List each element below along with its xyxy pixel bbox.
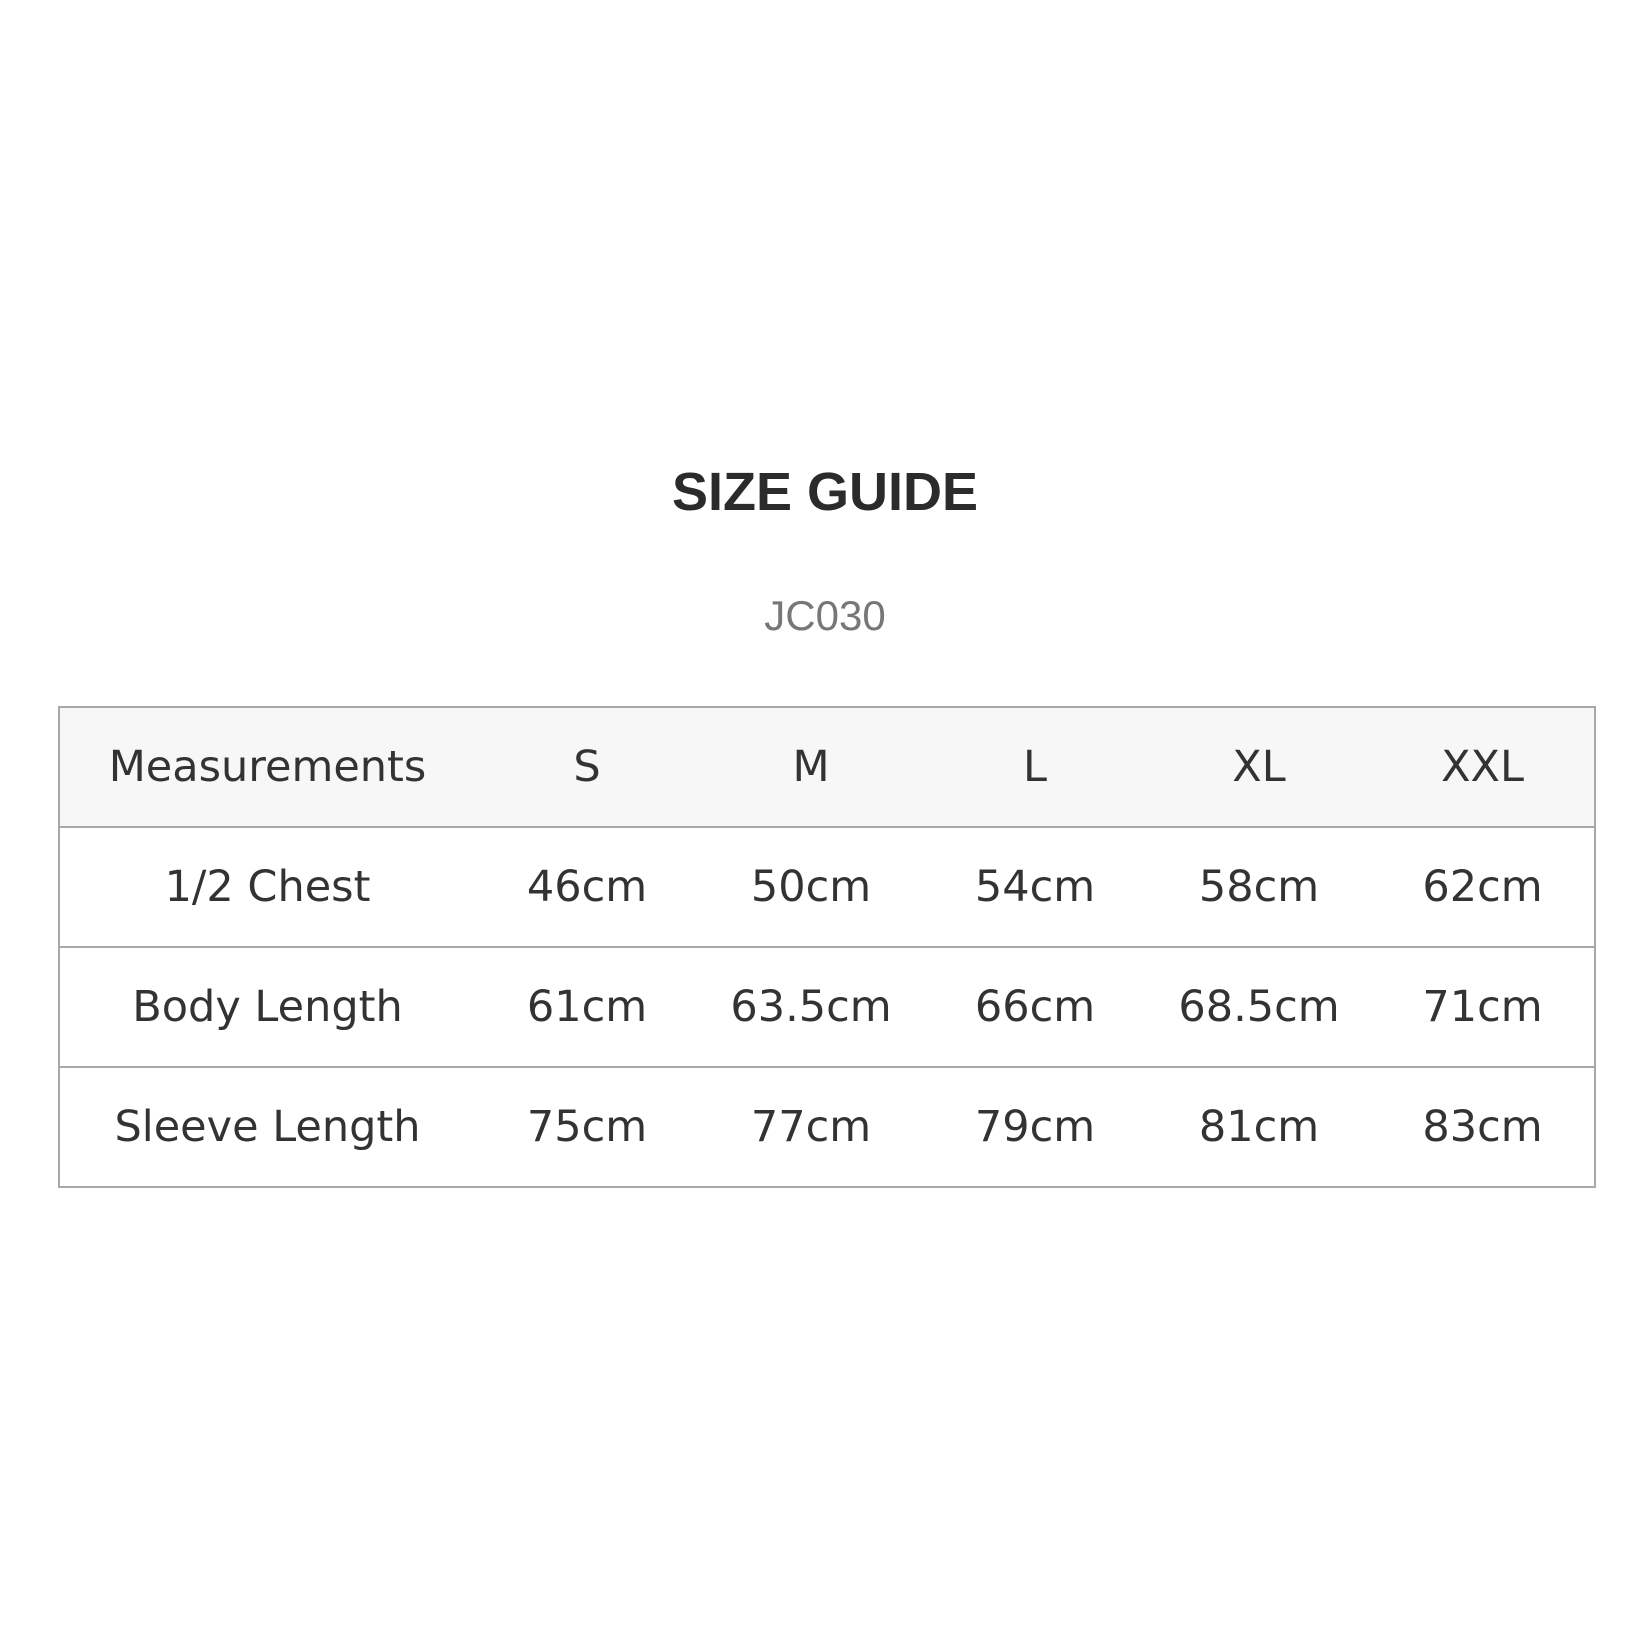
header-size-xxl: XXL [1371,707,1595,827]
table-cell: 83cm [1371,1067,1595,1187]
table-cell: 79cm [923,1067,1147,1187]
table-cell: 68.5cm [1147,947,1371,1067]
table-cell: 62cm [1371,827,1595,947]
table-cell: 66cm [923,947,1147,1067]
table-cell: 75cm [475,1067,699,1187]
table-row [59,947,1595,1067]
page-title: SIZE GUIDE [671,462,979,522]
table-cell: 50cm [699,827,923,947]
table-cell: 77cm [699,1067,923,1187]
table-header-row [59,707,1595,827]
table-cell: 63.5cm [699,947,923,1067]
row-label: 1/2 Chest [59,827,475,947]
row-label: Body Length [59,947,475,1067]
table-cell: 46cm [475,827,699,947]
header-measurements: Measurements [59,707,475,827]
table-row [59,1067,1595,1187]
table-cell: 61cm [475,947,699,1067]
table-row [59,827,1595,947]
table-cell: 54cm [923,827,1147,947]
size-table [58,706,1596,1188]
row-label: Sleeve Length [59,1067,475,1187]
header-size-xl: XL [1147,707,1371,827]
product-code: JC030 [764,592,886,639]
header-size-m: M [699,707,923,827]
header-size-s: S [475,707,699,827]
header-size-l: L [923,707,1147,827]
table-cell: 81cm [1147,1067,1371,1187]
table-cell: 71cm [1371,947,1595,1067]
table-cell: 58cm [1147,827,1371,947]
